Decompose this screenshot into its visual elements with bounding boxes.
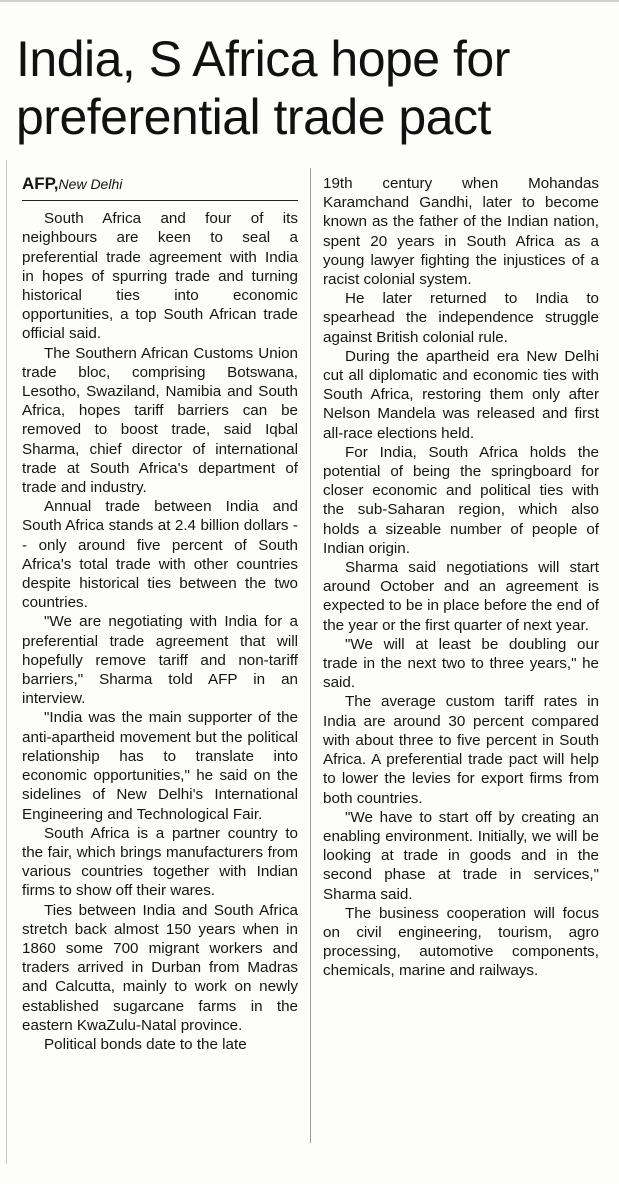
paragraph: Annual trade between India and South Africa stands at 2.4 billion dollars -- only around five percent of South Africa's total trade with other countries despite historical ties between the two countries. bbox=[22, 498, 298, 612]
paragraph: Sharma said negotiations will start around October and an agreement is expected to be in place before the end of the year or the first quarter of next year. bbox=[323, 559, 599, 634]
page-edge-line bbox=[6, 160, 7, 1164]
paragraph: The business cooperation will focus on civil engineering, tourism, agro processing, automotive components, chemicals, marine and railways. bbox=[323, 904, 599, 980]
paragraph: "We have to start off by creating an enabling environment. Initially, we will be looking at trade in goods and in the second phase at trade in services," Sharma said. bbox=[323, 808, 599, 903]
paragraph: During the apartheid era New Delhi cut all diplomatic and economic ties with South Africa, restoring them only after Nelson Mandela was released and first all-race elections held. bbox=[323, 347, 599, 442]
article-column-left bbox=[22, 174, 298, 1054]
paragraph: He later returned to India to spearhead the independence struggle against British colonial rule. bbox=[323, 290, 599, 346]
paragraph: The average custom tariff rates in India are around 30 percent compared with about three to five percent in South Africa. A preferential trade pact will help to lower the levies for export firms from both countries. bbox=[323, 693, 599, 807]
paragraph: South Africa and four of its neighbours are keen to seal a preferential trade agreement with India in hopes of spurring trade and turning historical ties into economic opportunities, a top South African trade official said. bbox=[22, 210, 298, 343]
paragraph: The Southern African Customs Union trade bloc, comprising Botswana, Lesotho, Swaziland, Namibia and South Africa, hopes tariff barriers can be removed to boost trade, said Iqbal Sharma, chief director of international trade at South Africa's department of trade and industry. bbox=[22, 344, 298, 497]
byline bbox=[22, 174, 298, 201]
headline: India, S Africa hope for preferential trade pact bbox=[16, 31, 510, 145]
byline-location: New Delhi bbox=[58, 176, 123, 192]
article-column-right bbox=[323, 174, 599, 981]
page-top-rule bbox=[0, 0, 619, 2]
paragraph: "India was the main supporter of the anti-apartheid movement but the political relationship has to translate into economic opportunities," he said on the sidelines of New Delhi's International Engineering and Technological Fair. bbox=[22, 709, 298, 823]
paragraph: South Africa is a partner country to the fair, which brings manufacturers from various countries together with Indian firms to show off their wares. bbox=[22, 824, 298, 900]
paragraph: "We are negotiating with India for a preferential trade agreement that will hopefully remove tariff and non-tariff barriers," Sharma told AFP in an interview. bbox=[22, 613, 298, 708]
paragraph: "We will at least be doubling our trade in the next two to three years," he said. bbox=[323, 635, 599, 692]
paragraph: Political bonds date to the late bbox=[44, 1035, 247, 1053]
paragraph: Ties between India and South Africa stretch back almost 150 years when in 1860 some 700 migrant workers and traders arrived in Durban from Madras and Calcutta, mainly to work on newly established sugarcane farms in the eastern KwaZulu-Natal province. bbox=[22, 901, 298, 1034]
column-divider bbox=[310, 168, 311, 1143]
paragraph: For India, South Africa holds the potential of being the springboard for closer economic and political ties with the sub-Saharan region, which also holds a sizeable number of people of Indian origin. bbox=[323, 443, 599, 557]
byline-agency: AFP, bbox=[22, 174, 59, 193]
paragraph-continuation: 19th century when Mohandas Karamchand Gandhi, later to become known as the father of the Indian nation, spent 20 years in South Africa as a young lawyer fighting the injustices of a racist colonial system. bbox=[323, 175, 599, 289]
